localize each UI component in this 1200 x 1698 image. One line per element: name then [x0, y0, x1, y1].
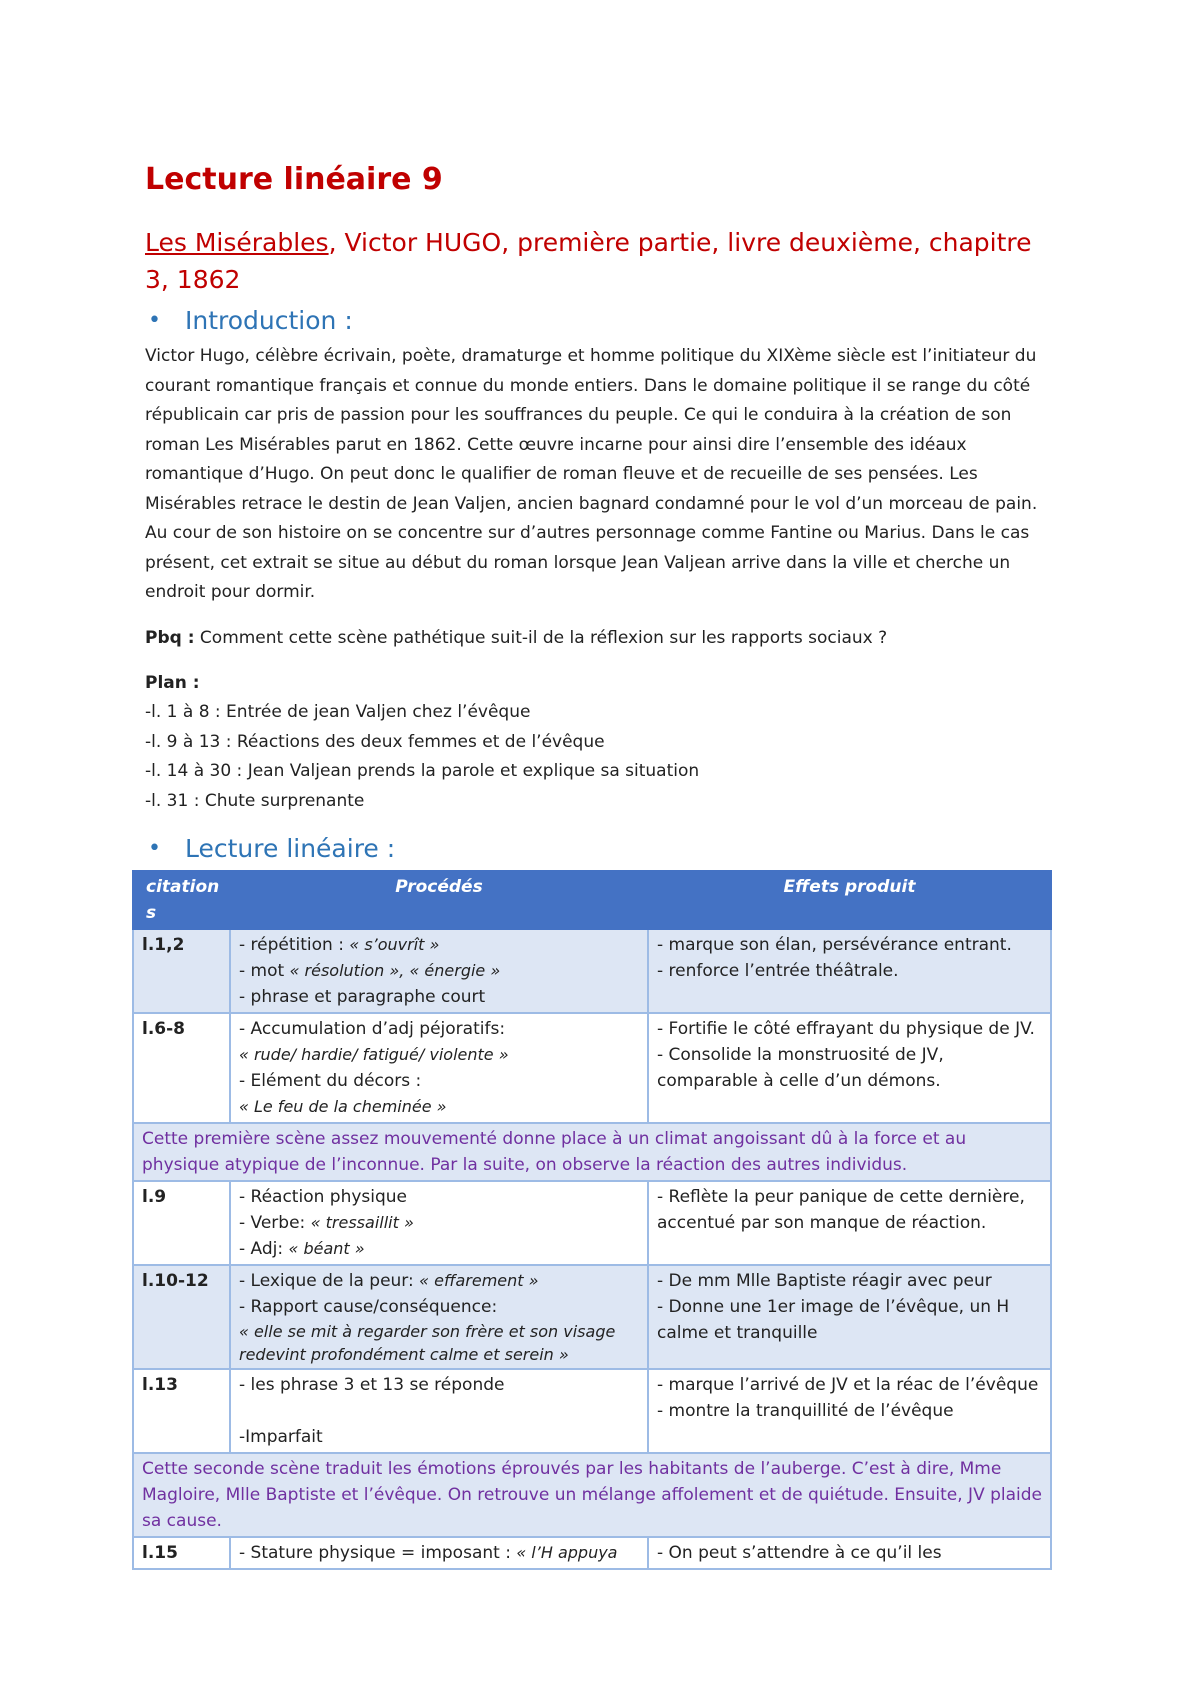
- effet-text: - Donne une 1er image de l’évêque, un H calme et tranquille: [657, 1297, 1010, 1343]
- document-page: [142, 160, 1055, 1570]
- bullet-icon: •: [148, 308, 161, 333]
- plan-item-text: Chute surprenante: [199, 790, 365, 811]
- lecture-heading: [148, 832, 1055, 866]
- procedes-text: -Imparfait: [239, 1427, 323, 1447]
- citation-cell: l.13: [133, 1369, 230, 1453]
- effet-text: - marque l’arrivé de JV et la réac de l’évêque: [657, 1375, 1039, 1395]
- procedes-cell: [230, 1265, 648, 1369]
- plan-item-ref: -l. 31 :: [145, 790, 200, 811]
- procedes-quote: « l’H appuya: [516, 1543, 618, 1562]
- work-title: Les Misérables: [145, 228, 329, 257]
- procedes-text: - Stature physique = imposant :: [239, 1543, 517, 1563]
- procedes-quote: « elle se mit à regarder son frère et son visage redevint profondément calme et serein »: [239, 1322, 616, 1364]
- work-details: , Victor HUGO, première partie, livre deuxième, chapitre 3, 1862: [145, 228, 1032, 294]
- procedes-cell: [230, 929, 648, 1013]
- bullet-icon: •: [148, 836, 161, 861]
- effets-cell: [648, 929, 1051, 1013]
- procedes-text: - Rapport cause/conséquence:: [239, 1297, 498, 1317]
- table-header-row: [133, 871, 1051, 929]
- effet-text: - Consolide la monstruosité de JV, comparable à celle d’un démons.: [657, 1045, 944, 1091]
- procedes-text: - les phrase 3 et 13 se réponde: [239, 1375, 505, 1395]
- pbq-label: Pbq :: [145, 627, 195, 648]
- table-summary-row: [133, 1123, 1051, 1181]
- problematique: [145, 624, 1055, 653]
- effet-text: - Fortifie le côté effrayant du physique de JV.: [657, 1019, 1035, 1039]
- plan-label: Plan :: [145, 672, 200, 693]
- effet-text: - Reflète la peur panique de cette dernière, accentué par son manque de réaction.: [657, 1187, 1025, 1233]
- page-title: Lecture linéaire 9: [145, 162, 443, 197]
- procedes-text: - Verbe:: [239, 1213, 311, 1233]
- column-header-citation: citation s: [133, 871, 230, 929]
- citation-cell: l.10-12: [133, 1265, 230, 1369]
- procedes-text: - phrase et paragraphe court: [239, 987, 486, 1007]
- introduction-text: Victor Hugo, célèbre écrivain, poète, dramaturge et homme politique du XIXème siècle est l’initiateur du courant romantique français et connue du monde entiers. Dans le domaine politique il se range du côté républicain car pris de passion pour les souffrances du peuple. Ce qui le conduira à la création de son roman Les Misérables parut en 1862. Cette œuvre incarne pour ainsi dire l’ensemble des idéaux romantique d’Hugo. On peut donc le qualifier de roman fleuve et de recueille de ses pensées. Les Misérables retrace le destin de Jean Valjen, ancien bagnard condamné pour le vol d’un morceau de pain. Au cour de son histoire on se concentre sur d’autres personnage comme Fantine ou Marius. Dans le cas présent, cet extrait se situe au début du roman lorsque Jean Valjean arrive dans la ville et cherche un endroit pour dormir.: [145, 346, 1038, 602]
- procedes-quote: « effarement »: [419, 1271, 539, 1290]
- analysis-table: [132, 870, 1052, 1570]
- table-summary-row: [133, 1453, 1051, 1537]
- lecture-heading-label: Lecture linéaire :: [185, 834, 396, 863]
- citation-cell: l.6-8: [133, 1013, 230, 1123]
- procedes-text: - Accumulation d’adj péjoratifs:: [239, 1019, 506, 1039]
- effets-cell: [648, 1537, 1051, 1569]
- work-reference: [145, 224, 1055, 298]
- table-row: [133, 1181, 1051, 1265]
- plan-item-ref: -l. 9 à 13 :: [145, 731, 232, 752]
- procedes-quote: « s’ouvrît »: [349, 935, 440, 954]
- procedes-text: - mot: [239, 961, 290, 981]
- citation-cell: l.1,2: [133, 929, 230, 1013]
- column-header-effets: Effets produit: [648, 871, 1051, 929]
- procedes-quote: « Le feu de la cheminée »: [239, 1097, 447, 1116]
- procedes-quote: « tressaillit »: [310, 1213, 414, 1232]
- procedes-cell: [230, 1013, 648, 1123]
- introduction-heading: [148, 304, 1055, 338]
- effet-text: - marque son élan, persévérance entrant.: [657, 935, 1012, 955]
- procedes-text: - Lexique de la peur:: [239, 1271, 420, 1291]
- effet-text: - renforce l’entrée théâtrale.: [657, 961, 899, 981]
- procedes-text: - Adj:: [239, 1239, 289, 1259]
- table-row: [133, 1369, 1051, 1453]
- table-row: [133, 1537, 1051, 1569]
- plan-item: [145, 757, 1055, 787]
- plan: [145, 669, 1055, 817]
- effet-text: - montre la tranquillité de l’évêque: [657, 1401, 954, 1421]
- procedes-cell: [230, 1181, 648, 1265]
- procedes-quote: « rude/ hardie/ fatigué/ violente »: [239, 1045, 509, 1064]
- introduction-heading-label: Introduction :: [185, 306, 353, 335]
- plan-item-ref: -l. 1 à 8 :: [145, 702, 221, 722]
- effets-cell: [648, 1369, 1051, 1453]
- column-header-procedes: Procédés: [230, 871, 648, 929]
- effet-text: - On peut s’attendre à ce qu’il les: [657, 1543, 942, 1563]
- procedes-quote: « résolution », « énergie »: [289, 961, 501, 980]
- table-row: [133, 1265, 1051, 1369]
- plan-item: [145, 787, 1055, 817]
- effet-text: - De mm Mlle Baptiste réagir avec peur: [657, 1271, 992, 1291]
- table-row: [133, 1013, 1051, 1123]
- plan-item-text: Réactions des deux femmes et de l’évêque: [231, 731, 605, 752]
- plan-item: [145, 728, 1055, 758]
- summary-cell: Cette seconde scène traduit les émotions éprouvés par les habitants de l’auberge. C’est à dire, Mme Magloire, Mlle Baptiste et l’évêque. On retrouve un mélange affolement et de quiétude. Ensuite, JV plaide sa cause.: [133, 1453, 1051, 1537]
- procedes-cell: [230, 1537, 648, 1569]
- pbq-text: Comment cette scène pathétique suit-il de la réflexion sur les rapports sociaux ?: [194, 627, 888, 648]
- procedes-quote: « béant »: [288, 1239, 365, 1258]
- plan-item-text: Jean Valjean prends la parole et explique sa situation: [242, 761, 700, 781]
- citation-cell: l.15: [133, 1537, 230, 1569]
- procedes-cell: [230, 1369, 648, 1453]
- procedes-text: - Elément du décors :: [239, 1071, 422, 1091]
- plan-item: [145, 698, 1055, 728]
- procedes-text: - répétition :: [239, 935, 350, 955]
- summary-cell: Cette première scène assez mouvementé donne place à un climat angoissant dû à la force et au physique atypique de l’inconnue. Par la suite, on observe la réaction des autres individus.: [133, 1123, 1051, 1181]
- table-row: [133, 929, 1051, 1013]
- procedes-text: - Réaction physique: [239, 1187, 408, 1207]
- plan-item-ref: -l. 14 à 30 :: [145, 761, 243, 781]
- plan-item-text: Entrée de jean Valjen chez l’évêque: [220, 702, 531, 722]
- effets-cell: [648, 1181, 1051, 1265]
- effets-cell: [648, 1013, 1051, 1123]
- effets-cell: [648, 1265, 1051, 1369]
- citation-cell: l.9: [133, 1181, 230, 1265]
